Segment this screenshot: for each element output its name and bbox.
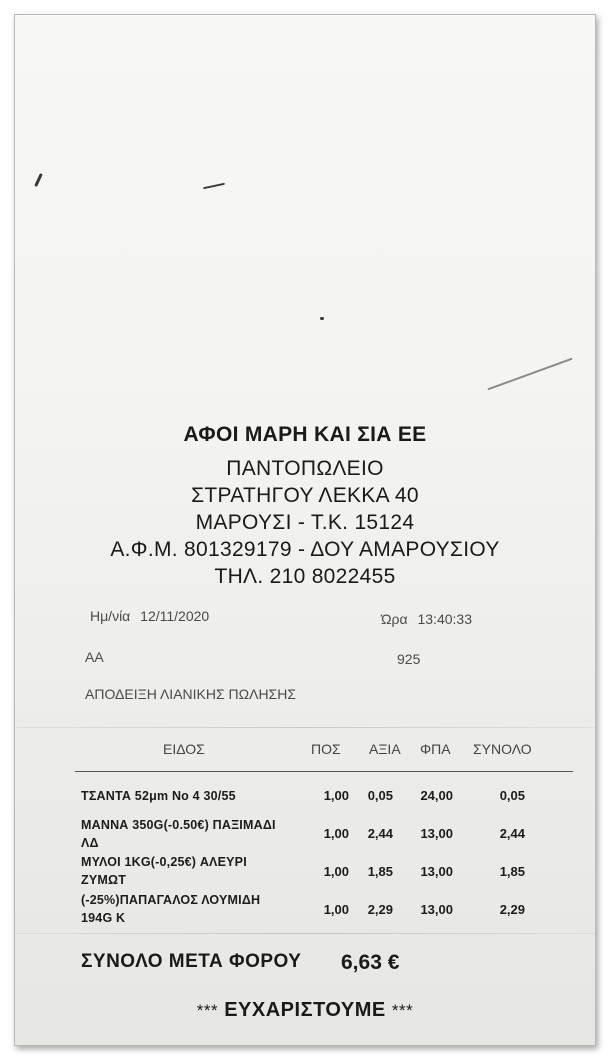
ink-mark (34, 173, 43, 187)
stars-left: *** (196, 1001, 219, 1020)
time-value: 13:40:33 (417, 611, 472, 627)
store-tax-id: Α.Φ.Μ. 801329179 - ΔΟΥ ΑΜΑΡΟΥΣΙΟΥ (110, 538, 500, 561)
item-name: ΜΥΛΟΙ 1KG(-0,25€) ΑΛΕΥΡΙ ΖΥΜΩΤ (81, 855, 247, 887)
col-header-qty: ΠΟΣ (311, 741, 341, 757)
item-qty: 1,00 (323, 788, 349, 803)
col-header-vat: ΦΠΑ (420, 741, 451, 757)
thanks-text: ΕΥΧΑΡΙΣΤΟΥΜΕ (224, 999, 386, 1021)
item-total: 2,29 (499, 902, 525, 917)
document-type: ΑΠΟΔΕΙΞΗ ΛΙΑΝΙΚΗΣ ΠΩΛΗΣΗΣ (85, 686, 296, 702)
aa-value: 925 (397, 651, 421, 667)
header-divider (75, 771, 573, 772)
ink-mark (203, 183, 225, 190)
stars-right: *** (391, 1001, 414, 1020)
item-vat: 24,00 (420, 788, 453, 803)
col-header-total: ΣΥΝΟΛΟ (473, 741, 532, 757)
item-name: ΜΑΝΝΑ 350G(-0.50€) ΠΑΞΙΜΑΔΙ ΛΔ (81, 818, 276, 850)
store-city: ΜΑΡΟΥΣΙ - Τ.Κ. 15124 (195, 511, 415, 534)
time-label: Ώρα (381, 611, 408, 627)
paper-fold (15, 727, 595, 728)
item-name: (-25%)ΠΑΠΑΓΑΛΟΣ ΛΟΥΜΙΔΗ 194G Κ (81, 893, 261, 925)
item-vat: 13,00 (420, 826, 453, 841)
item-value: 0,05 (367, 788, 393, 803)
thank-you-message (15, 999, 595, 1022)
item-total: 1,85 (499, 864, 525, 879)
store-phone: ΤΗΛ. 210 8022455 (214, 565, 396, 588)
item-vat: 13,00 (420, 864, 453, 879)
total-label: ΣΥΝΟΛΟ ΜΕΤΑ ΦΟΡΟΥ (81, 951, 302, 972)
ink-mark (487, 358, 572, 391)
time-line (381, 611, 472, 627)
ink-mark (320, 317, 324, 320)
item-qty: 1,00 (323, 902, 349, 917)
item-value: 1,85 (367, 864, 393, 879)
store-name: ΑΦΟΙ ΜΑΡΗ ΚΑΙ ΣΙΑ ΕΕ (183, 423, 427, 446)
item-name: ΤΣΑΝΤΑ 52μm Νο 4 30/55 (81, 789, 236, 803)
date-label: Ημ/νία (90, 608, 131, 624)
item-total: 0,05 (499, 788, 525, 803)
item-total: 2,44 (499, 826, 525, 841)
col-header-value: ΑΞΙΑ (369, 741, 401, 757)
date-line (90, 608, 209, 624)
date-value: 12/11/2020 (140, 608, 210, 624)
item-qty: 1,00 (323, 826, 349, 841)
aa-label: ΑΑ (85, 649, 104, 665)
total-value: 6,63 € (341, 951, 400, 974)
item-value: 2,29 (367, 902, 393, 917)
store-type: ΠΑΝΤΟΠΩΛΕΙΟ (226, 457, 384, 480)
item-qty: 1,00 (323, 864, 349, 879)
paper-fold (15, 933, 595, 934)
col-header-item: ΕΙΔΟΣ (163, 741, 205, 757)
item-vat: 13,00 (420, 902, 453, 917)
receipt-paper (14, 14, 596, 1046)
item-value: 2,44 (367, 826, 393, 841)
store-street: ΣΤΡΑΤΗΓΟΥ ΛΕΚΚΑ 40 (191, 484, 419, 507)
